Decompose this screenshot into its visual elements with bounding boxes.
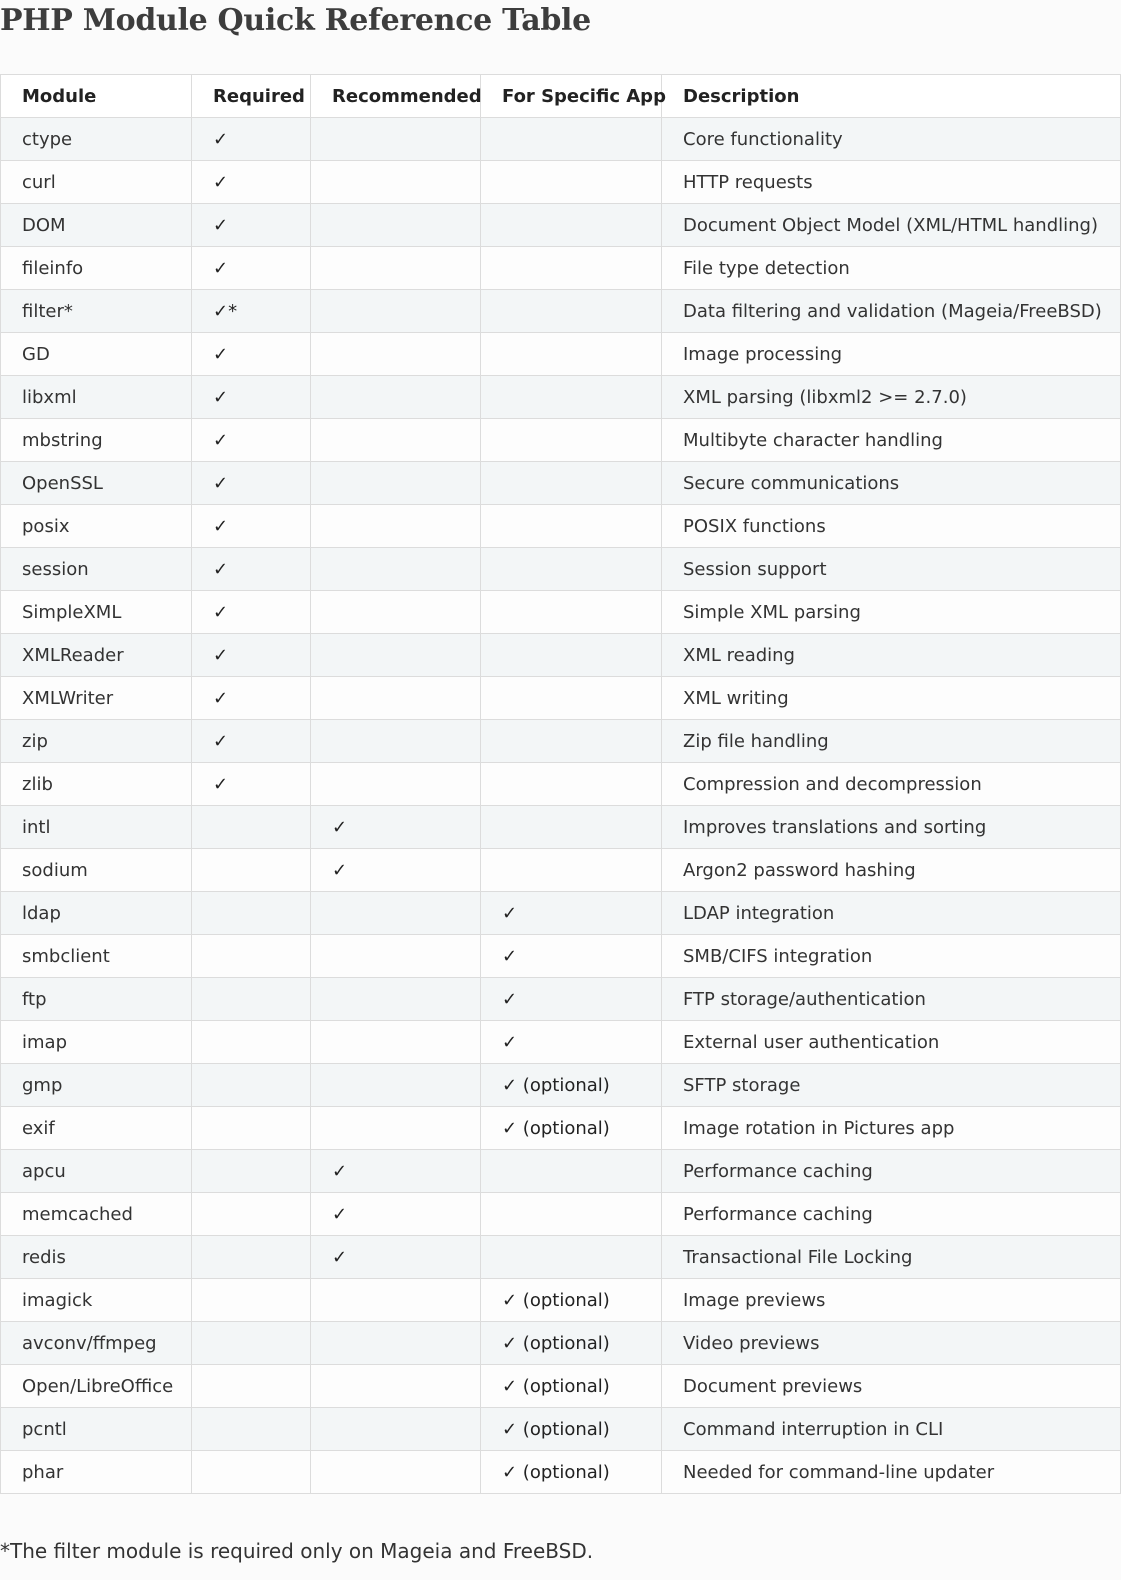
cell-description: Needed for command-line updater xyxy=(662,1451,1121,1494)
cell-description: Secure communications xyxy=(662,462,1121,505)
cell-required: ✓ xyxy=(192,548,311,591)
cell-recommended xyxy=(311,290,481,333)
page-title: PHP Module Quick Reference Table xyxy=(0,3,591,38)
cell-for-specific-app xyxy=(481,677,662,720)
cell-required: ✓ xyxy=(192,204,311,247)
cell-required: ✓ xyxy=(192,419,311,462)
table-row xyxy=(1,935,1121,978)
cell-for-specific-app xyxy=(481,720,662,763)
cell-recommended: ✓ xyxy=(311,1193,481,1236)
cell-module: memcached xyxy=(1,1193,192,1236)
cell-description: HTTP requests xyxy=(662,161,1121,204)
cell-required: ✓ xyxy=(192,591,311,634)
cell-recommended xyxy=(311,1322,481,1365)
cell-module: phar xyxy=(1,1451,192,1494)
table-row xyxy=(1,1408,1121,1451)
cell-module: ctype xyxy=(1,118,192,161)
table-row xyxy=(1,376,1121,419)
cell-recommended xyxy=(311,1107,481,1150)
cell-recommended: ✓ xyxy=(311,1236,481,1279)
cell-required xyxy=(192,1279,311,1322)
cell-recommended xyxy=(311,505,481,548)
cell-module: session xyxy=(1,548,192,591)
cell-description: Simple XML parsing xyxy=(662,591,1121,634)
cell-module: fileinfo xyxy=(1,247,192,290)
header-row xyxy=(1,75,1121,118)
cell-description: Image previews xyxy=(662,1279,1121,1322)
table-row xyxy=(1,978,1121,1021)
table-row xyxy=(1,1107,1121,1150)
cell-description: Argon2 password hashing xyxy=(662,849,1121,892)
cell-for-specific-app: ✓ (optional) xyxy=(481,1279,662,1322)
cell-required xyxy=(192,1064,311,1107)
cell-recommended: ✓ xyxy=(311,1150,481,1193)
cell-module: ldap xyxy=(1,892,192,935)
table-row xyxy=(1,763,1121,806)
cell-module: libxml xyxy=(1,376,192,419)
cell-description: Image processing xyxy=(662,333,1121,376)
cell-required xyxy=(192,935,311,978)
cell-module: zlib xyxy=(1,763,192,806)
cell-description: File type detection xyxy=(662,247,1121,290)
table-row xyxy=(1,247,1121,290)
cell-required xyxy=(192,1236,311,1279)
cell-recommended xyxy=(311,1365,481,1408)
cell-for-specific-app: ✓ xyxy=(481,892,662,935)
cell-required xyxy=(192,1365,311,1408)
cell-recommended xyxy=(311,204,481,247)
column-header-module: Module xyxy=(1,75,192,118)
cell-description: External user authentication xyxy=(662,1021,1121,1064)
table-row xyxy=(1,720,1121,763)
cell-description: Transactional File Locking xyxy=(662,1236,1121,1279)
cell-required xyxy=(192,978,311,1021)
cell-recommended xyxy=(311,462,481,505)
cell-recommended xyxy=(311,333,481,376)
cell-module: avconv/ffmpeg xyxy=(1,1322,192,1365)
cell-required: ✓ xyxy=(192,247,311,290)
cell-for-specific-app xyxy=(481,806,662,849)
table-row xyxy=(1,806,1121,849)
cell-for-specific-app xyxy=(481,419,662,462)
cell-module: pcntl xyxy=(1,1408,192,1451)
cell-recommended xyxy=(311,978,481,1021)
table-row xyxy=(1,1451,1121,1494)
cell-description: SMB/CIFS integration xyxy=(662,935,1121,978)
table-row xyxy=(1,204,1121,247)
cell-recommended xyxy=(311,720,481,763)
cell-for-specific-app: ✓ (optional) xyxy=(481,1322,662,1365)
table-row xyxy=(1,634,1121,677)
cell-recommended: ✓ xyxy=(311,849,481,892)
cell-module: OpenSSL xyxy=(1,462,192,505)
cell-module: imap xyxy=(1,1021,192,1064)
cell-description: SFTP storage xyxy=(662,1064,1121,1107)
cell-description: Performance caching xyxy=(662,1150,1121,1193)
table-row xyxy=(1,419,1121,462)
cell-module: apcu xyxy=(1,1150,192,1193)
cell-description: Improves translations and sorting xyxy=(662,806,1121,849)
cell-description: POSIX functions xyxy=(662,505,1121,548)
cell-description: Video previews xyxy=(662,1322,1121,1365)
cell-required: ✓ xyxy=(192,720,311,763)
cell-required xyxy=(192,1193,311,1236)
cell-description: Compression and decompression xyxy=(662,763,1121,806)
cell-for-specific-app xyxy=(481,548,662,591)
cell-module: gmp xyxy=(1,1064,192,1107)
cell-description: Command interruption in CLI xyxy=(662,1408,1121,1451)
cell-description: LDAP integration xyxy=(662,892,1121,935)
cell-module: zip xyxy=(1,720,192,763)
cell-description: Core functionality xyxy=(662,118,1121,161)
cell-description: Session support xyxy=(662,548,1121,591)
cell-required: ✓ xyxy=(192,118,311,161)
module-reference-table xyxy=(0,74,1121,1494)
cell-required: ✓ xyxy=(192,161,311,204)
cell-required xyxy=(192,849,311,892)
cell-module: XMLWriter xyxy=(1,677,192,720)
table-body xyxy=(1,118,1121,1494)
column-header-recommended: Recommended xyxy=(311,75,481,118)
cell-required: ✓ xyxy=(192,376,311,419)
table-row xyxy=(1,548,1121,591)
cell-description: Performance caching xyxy=(662,1193,1121,1236)
cell-recommended xyxy=(311,1451,481,1494)
column-header-required: Required xyxy=(192,75,311,118)
column-header-description: Description xyxy=(662,75,1121,118)
table-row xyxy=(1,161,1121,204)
table-row xyxy=(1,1279,1121,1322)
cell-module: curl xyxy=(1,161,192,204)
table-row xyxy=(1,1322,1121,1365)
cell-recommended xyxy=(311,1279,481,1322)
cell-description: Multibyte character handling xyxy=(662,419,1121,462)
cell-recommended xyxy=(311,591,481,634)
cell-for-specific-app xyxy=(481,591,662,634)
cell-required xyxy=(192,1408,311,1451)
cell-recommended: ✓ xyxy=(311,806,481,849)
cell-module: GD xyxy=(1,333,192,376)
cell-module: redis xyxy=(1,1236,192,1279)
cell-required: ✓ xyxy=(192,462,311,505)
table-row xyxy=(1,1064,1121,1107)
cell-recommended xyxy=(311,763,481,806)
cell-recommended xyxy=(311,419,481,462)
cell-for-specific-app: ✓ xyxy=(481,978,662,1021)
cell-description: Document previews xyxy=(662,1365,1121,1408)
cell-for-specific-app xyxy=(481,849,662,892)
cell-module: intl xyxy=(1,806,192,849)
cell-recommended xyxy=(311,548,481,591)
cell-module: SimpleXML xyxy=(1,591,192,634)
cell-recommended xyxy=(311,376,481,419)
cell-description: XML parsing (libxml2 >= 2.7.0) xyxy=(662,376,1121,419)
table-container xyxy=(0,74,1102,1494)
cell-for-specific-app: ✓ (optional) xyxy=(481,1365,662,1408)
cell-recommended xyxy=(311,892,481,935)
cell-description: XML reading xyxy=(662,634,1121,677)
table-row xyxy=(1,1193,1121,1236)
cell-description: Document Object Model (XML/HTML handling) xyxy=(662,204,1121,247)
cell-for-specific-app xyxy=(481,763,662,806)
table-row xyxy=(1,118,1121,161)
cell-required xyxy=(192,892,311,935)
cell-required: ✓ xyxy=(192,763,311,806)
cell-required xyxy=(192,806,311,849)
cell-for-specific-app xyxy=(481,333,662,376)
cell-description: Image rotation in Pictures app xyxy=(662,1107,1121,1150)
cell-for-specific-app: ✓ xyxy=(481,935,662,978)
table-row xyxy=(1,1236,1121,1279)
cell-for-specific-app xyxy=(481,1236,662,1279)
cell-for-specific-app xyxy=(481,247,662,290)
table-row xyxy=(1,1150,1121,1193)
cell-for-specific-app xyxy=(481,161,662,204)
cell-recommended xyxy=(311,1408,481,1451)
cell-for-specific-app: ✓ xyxy=(481,1021,662,1064)
column-header-for-specific-app: For Specific App xyxy=(481,75,662,118)
cell-for-specific-app xyxy=(481,204,662,247)
cell-for-specific-app xyxy=(481,505,662,548)
cell-module: filter* xyxy=(1,290,192,333)
table-row xyxy=(1,1021,1121,1064)
cell-recommended xyxy=(311,1064,481,1107)
cell-module: XMLReader xyxy=(1,634,192,677)
cell-required xyxy=(192,1451,311,1494)
cell-required xyxy=(192,1322,311,1365)
table-row xyxy=(1,677,1121,720)
table-row xyxy=(1,333,1121,376)
cell-module: ftp xyxy=(1,978,192,1021)
cell-recommended xyxy=(311,1021,481,1064)
cell-recommended xyxy=(311,247,481,290)
table-row xyxy=(1,505,1121,548)
cell-for-specific-app xyxy=(481,462,662,505)
cell-for-specific-app xyxy=(481,1150,662,1193)
table-row xyxy=(1,290,1121,333)
cell-required xyxy=(192,1107,311,1150)
table-row xyxy=(1,591,1121,634)
cell-required: ✓ xyxy=(192,634,311,677)
cell-description: FTP storage/authentication xyxy=(662,978,1121,1021)
cell-module: DOM xyxy=(1,204,192,247)
cell-for-specific-app: ✓ (optional) xyxy=(481,1107,662,1150)
cell-for-specific-app: ✓ (optional) xyxy=(481,1408,662,1451)
table-row xyxy=(1,1365,1121,1408)
cell-description: XML writing xyxy=(662,677,1121,720)
table-row xyxy=(1,849,1121,892)
cell-for-specific-app xyxy=(481,290,662,333)
cell-required xyxy=(192,1021,311,1064)
cell-module: exif xyxy=(1,1107,192,1150)
cell-required: ✓ xyxy=(192,677,311,720)
cell-module: smbclient xyxy=(1,935,192,978)
cell-for-specific-app xyxy=(481,118,662,161)
cell-module: sodium xyxy=(1,849,192,892)
cell-for-specific-app: ✓ (optional) xyxy=(481,1451,662,1494)
cell-recommended xyxy=(311,677,481,720)
cell-for-specific-app: ✓ (optional) xyxy=(481,1064,662,1107)
cell-for-specific-app xyxy=(481,376,662,419)
cell-description: Zip file handling xyxy=(662,720,1121,763)
table-row xyxy=(1,462,1121,505)
footnote: *The filter module is required only on Mageia and FreeBSD. xyxy=(0,1539,594,1563)
table-header xyxy=(1,75,1121,118)
cell-module: Open/LibreOffice xyxy=(1,1365,192,1408)
cell-module: imagick xyxy=(1,1279,192,1322)
cell-required: ✓ xyxy=(192,505,311,548)
cell-required: ✓* xyxy=(192,290,311,333)
cell-description: Data filtering and validation (Mageia/FreeBSD) xyxy=(662,290,1121,333)
cell-recommended xyxy=(311,935,481,978)
cell-recommended xyxy=(311,161,481,204)
cell-for-specific-app xyxy=(481,1193,662,1236)
table-row xyxy=(1,892,1121,935)
cell-for-specific-app xyxy=(481,634,662,677)
cell-module: posix xyxy=(1,505,192,548)
cell-module: mbstring xyxy=(1,419,192,462)
cell-recommended xyxy=(311,118,481,161)
cell-required xyxy=(192,1150,311,1193)
cell-required: ✓ xyxy=(192,333,311,376)
cell-recommended xyxy=(311,634,481,677)
